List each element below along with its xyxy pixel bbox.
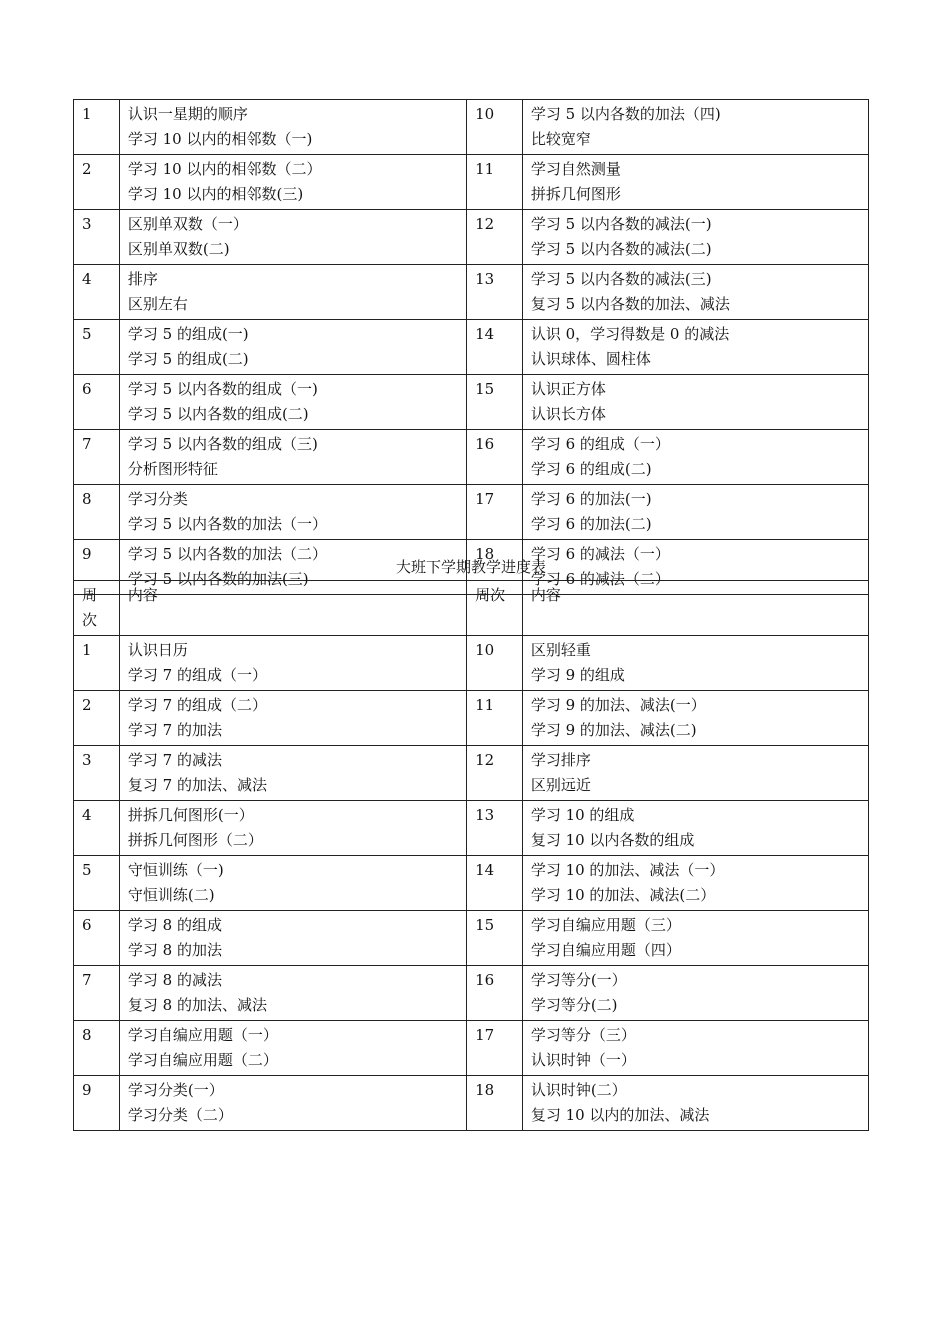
week-number-left: 5: [74, 856, 120, 911]
week-number-right: 12: [467, 210, 523, 265]
content-line: 学习 10 的加法、减法（一）: [530, 861, 725, 879]
content-line: 学习 6 的组成（一）: [530, 435, 670, 453]
content-left: [119, 966, 466, 1021]
content-line: 复习 10 以内各数的组成: [530, 831, 695, 849]
content-line: 复习 8 的加法、减法: [127, 996, 267, 1014]
content-line: 学习 5 以内各数的组成(二): [127, 405, 309, 423]
content-line: 学习 5 以内各数的组成（一): [127, 380, 318, 398]
content-line: 排序: [127, 270, 158, 288]
content-line: 学习分类（二）: [127, 1106, 233, 1124]
content-line: 学习 8 的组成: [127, 916, 222, 934]
header-row: [74, 581, 869, 636]
week-number-right: 10: [467, 100, 523, 155]
content-left: [119, 801, 466, 856]
table-row: [74, 636, 869, 691]
content-line: 区别单双数（一）: [127, 215, 248, 233]
content-left: [119, 911, 466, 966]
week-number-left: 7: [74, 430, 120, 485]
content-right: [522, 375, 868, 430]
header-content-right: 内容: [522, 581, 868, 636]
first-table-body: [74, 100, 869, 595]
content-right: [522, 1021, 868, 1076]
week-number-left: 8: [74, 1021, 120, 1076]
table-row: [74, 966, 869, 1021]
content-left: [119, 1021, 466, 1076]
table-row: [74, 430, 869, 485]
week-number-left: 4: [74, 801, 120, 856]
table-row: [74, 856, 869, 911]
table-row: [74, 210, 869, 265]
content-line: 区别轻重: [530, 641, 591, 659]
content-line: 学习 8 的加法: [127, 941, 222, 959]
week-number-right: 15: [467, 375, 523, 430]
week-number-left: 4: [74, 265, 120, 320]
content-right: [522, 911, 868, 966]
content-line: 学习 5 的组成(一): [127, 325, 249, 343]
content-right: [522, 485, 868, 540]
table-row: [74, 911, 869, 966]
table-row: [74, 801, 869, 856]
content-line: 区别远近: [530, 776, 591, 794]
content-line: 学习自编应用题（一）: [127, 1026, 278, 1044]
content-right: [522, 1076, 868, 1131]
content-left: [119, 1076, 466, 1131]
week-number-right: 16: [467, 430, 523, 485]
content-line: 学习分类: [127, 490, 188, 508]
content-line: 学习 9 的加法、减法(二): [530, 721, 697, 739]
table-row: [74, 746, 869, 801]
table-caption: 大班下学期教学进度表: [395, 558, 546, 576]
table-row: [74, 1076, 869, 1131]
table-row: [74, 375, 869, 430]
content-line: 学习 6 的减法（一）: [530, 545, 670, 563]
content-line: 复习 10 以内的加法、减法: [530, 1106, 710, 1124]
second-schedule-table: [73, 580, 869, 1131]
week-number-left: 9: [74, 540, 120, 595]
content-line: 拼拆几何图形（二）: [127, 831, 263, 849]
week-number-left: 3: [74, 210, 120, 265]
week-number-left: 1: [74, 100, 120, 155]
content-right: [522, 856, 868, 911]
content-line: 区别单双数(二): [127, 240, 230, 258]
content-line: 认识时钟(二）: [530, 1081, 627, 1099]
content-right: [522, 746, 868, 801]
week-number-right: 11: [467, 155, 523, 210]
content-line: 学习 10 以内的相邻数（一): [127, 130, 313, 148]
week-number-right: 18: [467, 540, 523, 595]
header-week-left: 周次: [74, 581, 120, 636]
content-line: 学习 7 的加法: [127, 721, 222, 739]
content-left: [119, 100, 466, 155]
content-left: [119, 430, 466, 485]
week-number-left: 5: [74, 320, 120, 375]
week-number-left: 1: [74, 636, 120, 691]
week-number-right: 13: [467, 265, 523, 320]
header-content-left: 内容: [119, 581, 466, 636]
content-line: 认识球体、圆柱体: [530, 350, 651, 368]
content-line: 认识一星期的顺序: [127, 105, 248, 123]
table-row: [74, 265, 869, 320]
week-number-left: 8: [74, 485, 120, 540]
content-line: 学习等分(一）: [530, 971, 627, 989]
week-number-right: 10: [467, 636, 523, 691]
content-line: 学习 9 的加法、减法(一）: [530, 696, 706, 714]
content-line: 学习 6 的加法(二): [530, 515, 652, 533]
content-line: 认识 0，学习得数是 0 的减法: [530, 325, 730, 343]
content-right: [522, 320, 868, 375]
week-number-left: 6: [74, 375, 120, 430]
week-number-right: 17: [467, 1021, 523, 1076]
week-number-right: 11: [467, 691, 523, 746]
content-line: 比较宽窄: [530, 130, 591, 148]
content-right: [522, 966, 868, 1021]
content-line: 认识正方体: [530, 380, 606, 398]
content-right: [522, 801, 868, 856]
content-left: [119, 856, 466, 911]
content-line: 学习 10 以内的相邻数（二）: [127, 160, 322, 178]
content-line: 学习 10 的加法、减法(二）: [530, 886, 716, 904]
content-line: 复习 7 的加法、减法: [127, 776, 267, 794]
content-line: 学习自然测量: [530, 160, 621, 178]
content-left: [119, 265, 466, 320]
content-line: 学习 6 的组成(二): [530, 460, 652, 478]
content-line: 学习 5 以内各数的减法(一): [530, 215, 712, 233]
content-line: 学习 5 以内各数的减法(三): [530, 270, 712, 288]
content-left: [119, 691, 466, 746]
content-line: 学习排序: [530, 751, 591, 769]
content-left: [119, 485, 466, 540]
content-line: 学习 6 的减法（二）: [530, 570, 670, 588]
content-line: 学习 5 以内各数的加法（二）: [127, 545, 327, 563]
content-line: 拼拆几何图形: [530, 185, 621, 203]
content-right: [522, 691, 868, 746]
content-line: 学习 7 的减法: [127, 751, 222, 769]
content-line: 学习 7 的组成（二）: [127, 696, 267, 714]
content-line: 学习 10 以内的相邻数(三): [127, 185, 304, 203]
content-right: [522, 155, 868, 210]
content-right: [522, 265, 868, 320]
content-left: [119, 210, 466, 265]
table-row: [74, 691, 869, 746]
content-line: 区别左右: [127, 295, 188, 313]
content-line: 学习 6 的加法(一): [530, 490, 652, 508]
content-right: [522, 210, 868, 265]
content-line: 学习分类(一）: [127, 1081, 224, 1099]
week-number-right: 17: [467, 485, 523, 540]
content-right: [522, 100, 868, 155]
content-left: [119, 155, 466, 210]
content-line: 学习 5 以内各数的加法（四): [530, 105, 721, 123]
content-line: 学习等分（三）: [530, 1026, 636, 1044]
week-number-left: 7: [74, 966, 120, 1021]
week-number-right: 14: [467, 320, 523, 375]
content-line: 学习 5 以内各数的减法(二): [530, 240, 712, 258]
content-line: 学习自编应用题（三）: [530, 916, 681, 934]
content-left: [119, 746, 466, 801]
content-line: 学习 5 以内各数的组成（三): [127, 435, 318, 453]
table-row: [74, 155, 869, 210]
week-number-right: 16: [467, 966, 523, 1021]
week-number-right: 12: [467, 746, 523, 801]
content-line: 分析图形特征: [127, 460, 218, 478]
content-left: [119, 320, 466, 375]
content-left: [119, 636, 466, 691]
table-row: [74, 320, 869, 375]
first-schedule-table: [73, 99, 869, 595]
content-line: 学习 10 的组成: [530, 806, 635, 824]
content-line: 学习 5 以内各数的加法(三): [127, 570, 309, 588]
content-line: 守恒训练(二): [127, 886, 215, 904]
content-line: 学习 7 的组成（一）: [127, 666, 267, 684]
content-line: 学习自编应用题（二）: [127, 1051, 278, 1069]
content-left: [119, 375, 466, 430]
header-week-right: 周次: [467, 581, 523, 636]
week-number-left: 2: [74, 691, 120, 746]
content-line: 学习 5 以内各数的加法（一）: [127, 515, 327, 533]
content-line: 学习 5 的组成(二): [127, 350, 249, 368]
week-number-right: 15: [467, 911, 523, 966]
content-line: 学习自编应用题（四）: [530, 941, 681, 959]
week-number-left: 9: [74, 1076, 120, 1131]
content-line: 认识日历: [127, 641, 188, 659]
week-number-left: 6: [74, 911, 120, 966]
content-line: 复习 5 以内各数的加法、减法: [530, 295, 730, 313]
second-table-body: [74, 581, 869, 1131]
week-number-right: 14: [467, 856, 523, 911]
week-number-right: 18: [467, 1076, 523, 1131]
table-row: [74, 100, 869, 155]
content-line: 学习等分(二): [530, 996, 618, 1014]
table-row: [74, 485, 869, 540]
week-number-left: 2: [74, 155, 120, 210]
table-row: [74, 1021, 869, 1076]
week-number-left: 3: [74, 746, 120, 801]
content-line: 学习 8 的减法: [127, 971, 222, 989]
content-line: 拼拆几何图形(一）: [127, 806, 254, 824]
week-number-right: 13: [467, 801, 523, 856]
content-line: 认识时钟（一）: [530, 1051, 636, 1069]
content-line: 学习 9 的组成: [530, 666, 625, 684]
content-line: 守恒训练（一): [127, 861, 224, 879]
content-right: [522, 636, 868, 691]
content-line: 认识长方体: [530, 405, 606, 423]
content-right: [522, 430, 868, 485]
